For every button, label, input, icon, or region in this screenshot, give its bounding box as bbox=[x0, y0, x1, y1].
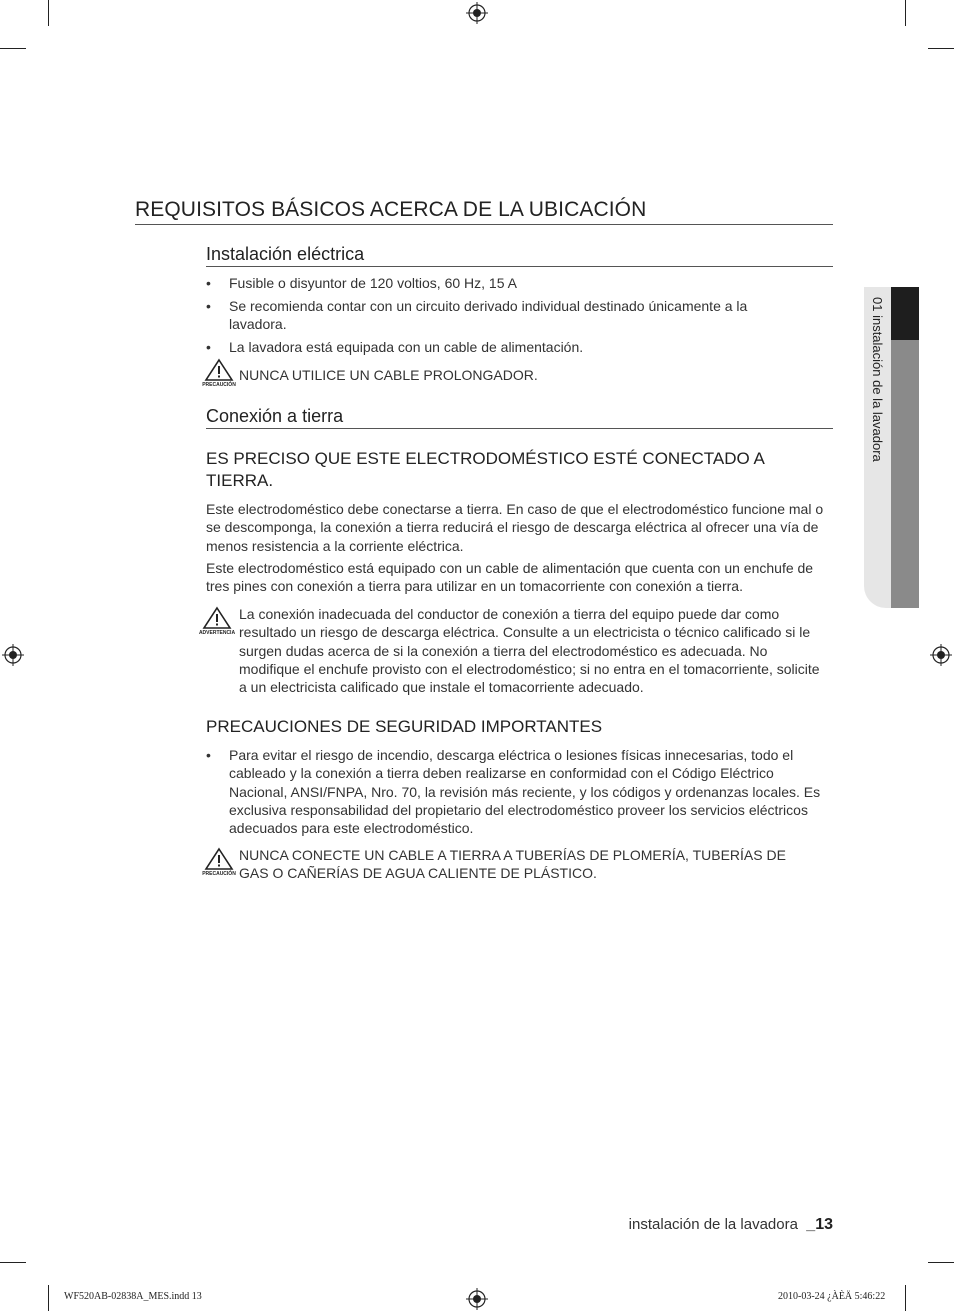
grounding-paragraph-1: Este electrodoméstico debe conectarse a tierra. En caso de que el electrodoméstico funcione mal o se descomponga, la conexión a tierra reducirá el riesgo de descarga eléctrica al ofrecer una vía de menos resistencia a la corriente eléctrica. bbox=[206, 501, 824, 554]
page-footer bbox=[560, 1216, 833, 1234]
caution-text: NUNCA CONECTE UN CABLE A TIERRA A TUBERÍAS DE PLOMERÍA, TUBERÍAS DE GAS O CAÑERÍAS DE AGUA CALIENTE DE PLÁSTICO. bbox=[239, 847, 786, 882]
side-tab-label: 01 instalación de la lavadora bbox=[870, 297, 885, 462]
warning-text: La conexión inadecuada del conductor de conexión a tierra del equipo puede dar como resultado un riesgo de descarga eléctrica. Consulte a un electricista o técnico calificado si le surgen dudas acerca de si la conexión a tierra del electrodoméstico es adecuada. No modifique el enchufe provisto con el electrodoméstico; si no entra en el tomacorriente, solicite a un electricista calificado que instale el tomacorriente adecuado. bbox=[239, 606, 820, 696]
caution-icon bbox=[201, 358, 237, 392]
page-number: _13 bbox=[806, 1216, 833, 1233]
bullet-dot: • bbox=[206, 298, 211, 314]
caution-label: PRECAUCIÓN bbox=[202, 871, 236, 877]
section-title-electrical: Instalación eléctrica bbox=[206, 243, 833, 267]
page-title: REQUISITOS BÁSICOS ACERCA DE LA UBICACIÓN bbox=[135, 197, 833, 225]
crop-mark bbox=[905, 1285, 906, 1311]
slug-timestamp: 2010-03-24 ¿ÀÈÄ 5:46:22 bbox=[778, 1291, 886, 1302]
registration-mark-icon bbox=[466, 2, 488, 24]
slug-file: WF520AB-02838A_MES.indd 13 bbox=[64, 1291, 202, 1302]
warning-triangle-icon bbox=[201, 847, 237, 871]
crop-mark bbox=[0, 48, 26, 49]
bullet-dot: • bbox=[206, 275, 211, 291]
crop-mark bbox=[905, 0, 906, 26]
side-tab-marker bbox=[891, 287, 919, 340]
list-item-text: Fusible o disyuntor de 120 voltios, 60 Hz, 15 A bbox=[229, 275, 517, 291]
crop-mark bbox=[928, 1262, 954, 1263]
warning-triangle-icon bbox=[199, 606, 235, 630]
grounding-paragraph-2: Este electrodoméstico está equipado con un cable de alimentación que cuenta con un enchufe de tres pines con conexión a tierra para utilizar en un tomacorriente con conexión a tierra. bbox=[206, 560, 814, 595]
caution-label: PRECAUCIÓN bbox=[202, 382, 236, 388]
warning-triangle-icon bbox=[201, 358, 237, 382]
caution-text: NUNCA UTILICE UN CABLE PROLONGADOR. bbox=[239, 367, 538, 383]
registration-mark-icon bbox=[2, 644, 24, 666]
section-title-grounding: Conexión a tierra bbox=[206, 405, 833, 429]
warning-label: ADVERTENCIA bbox=[198, 630, 236, 636]
crop-mark bbox=[0, 1262, 26, 1263]
list-item-text: Se recomienda contar con un circuito derivado individual destinado únicamente a la lavadora. bbox=[229, 298, 748, 333]
bullet-dot: • bbox=[206, 339, 211, 355]
registration-mark-icon bbox=[466, 1288, 488, 1310]
bullet-dot: • bbox=[206, 747, 211, 763]
grounding-heading: ES PRECISO QUE ESTE ELECTRODOMÉSTICO ESTÉ CONECTADO A TIERRA. bbox=[206, 449, 764, 490]
crop-mark bbox=[928, 48, 954, 49]
section-title-safety: PRECAUCIONES DE SEGURIDAD IMPORTANTES bbox=[206, 717, 603, 736]
warning-icon bbox=[199, 606, 235, 640]
list-item-text: La lavadora está equipada con un cable de alimentación. bbox=[229, 339, 584, 355]
side-tab-bar bbox=[891, 340, 919, 608]
registration-mark-icon bbox=[930, 644, 952, 666]
footer-section: instalación de la lavadora bbox=[628, 1216, 798, 1233]
crop-mark bbox=[48, 1285, 49, 1311]
crop-mark bbox=[48, 0, 49, 26]
list-item-text: Para evitar el riesgo de incendio, descarga eléctrica o lesiones físicas innecesarias, todo el cableado y la conexión a tierra deben realizarse en conformidad con el Código Eléctrico Nacional, ANSI/FNPA, Nro. 70, la revisión más reciente, y los códigos y ordenanzas locales. Es exclusiva responsabilidad del propietario del electrodoméstico proveer los servicios eléctricos adecuados para este electrodoméstico. bbox=[229, 747, 821, 837]
caution-icon bbox=[201, 847, 237, 881]
